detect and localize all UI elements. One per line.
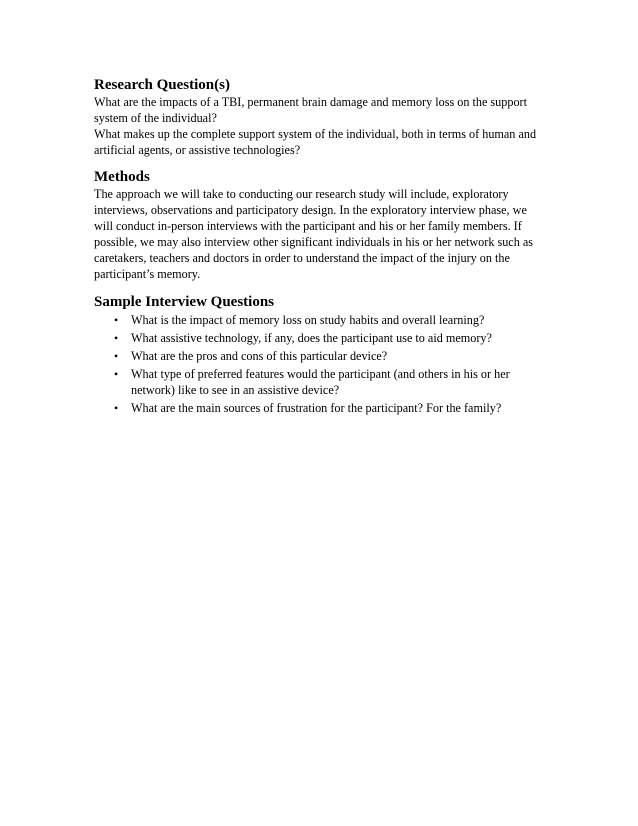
question-text: What is the impact of memory loss on study habits and overall learning?: [131, 313, 485, 327]
list-item: [94, 348, 546, 364]
research-question-1: What are the impacts of a TBI, permanent brain damage and memory loss on the support system of the individual?: [94, 95, 527, 125]
methods-heading: Methods: [94, 169, 150, 185]
question-text: What type of preferred features would the participant (and others in his or her network) like to see in an assistive device?: [131, 367, 510, 397]
list-item: [94, 312, 546, 328]
research-questions-section: [94, 76, 546, 158]
question-text: What are the main sources of frustration for the participant? For the family?: [131, 401, 502, 415]
bullet-icon: •: [114, 401, 119, 415]
interview-questions-section: [94, 293, 546, 416]
bullet-icon: •: [114, 349, 119, 363]
research-questions-heading: Research Question(s): [94, 77, 230, 93]
question-text: What are the pros and cons of this particular device?: [131, 349, 388, 363]
document-page: [94, 76, 546, 418]
research-question-2: What makes up the complete support system of the individual, both in terms of human and artificial agents, or assistive technologies?: [94, 127, 537, 157]
bullet-icon: •: [114, 331, 119, 345]
interview-questions-list: [94, 312, 546, 416]
interview-questions-heading: Sample Interview Questions: [94, 294, 274, 310]
question-text: What assistive technology, if any, does the participant use to aid memory?: [131, 331, 492, 345]
list-item: [94, 400, 546, 416]
bullet-icon: •: [114, 367, 119, 381]
methods-body: The approach we will take to conducting our research study will include, exploratory interviews, observations and participatory design. In the exploratory interview phase, we will conduct in-person interviews with the participant and his or her family members. If possible, we may also interview other significant individuals in his or her network such as caretakers, teachers and doctors in order to understand the impact of the injury on the participant’s memory.: [94, 187, 533, 281]
methods-section: [94, 168, 546, 282]
list-item: [94, 330, 546, 346]
bullet-icon: •: [114, 313, 119, 327]
list-item: [94, 366, 546, 398]
